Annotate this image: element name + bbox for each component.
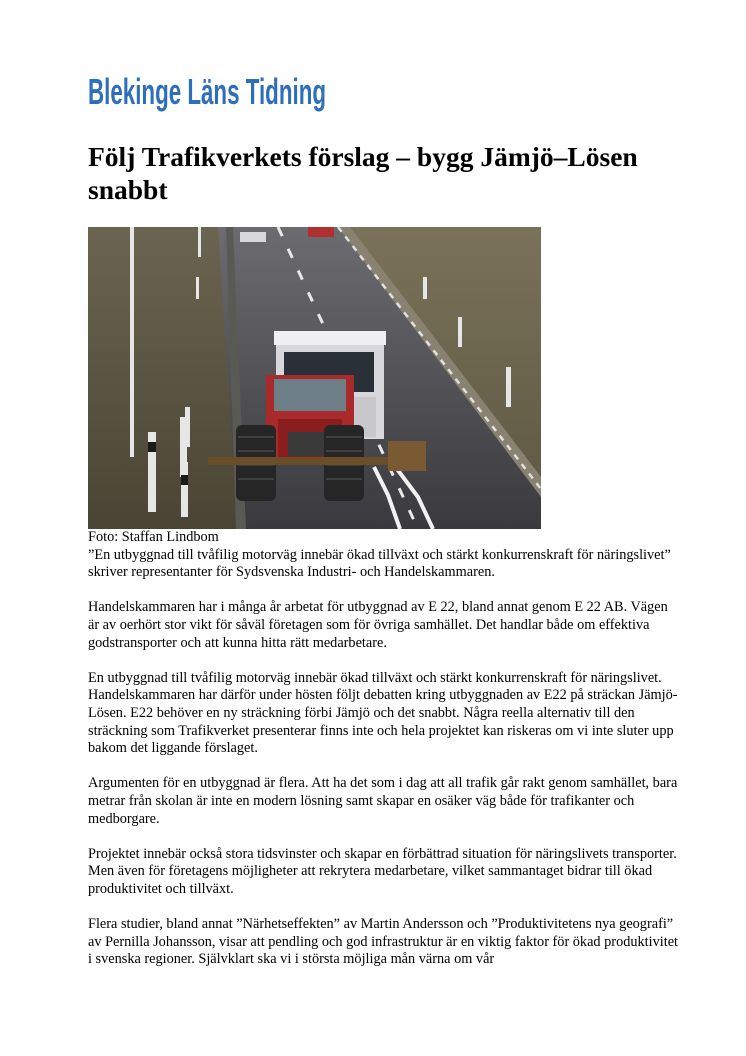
article-paragraph: ”En utbyggnad till tvåfilig motorväg innebär ökad tillväxt och stärkt konkurrenskraft för näringslivet” skriver representanter för Sydsvenska Industri- och Handelskammaren.	[88, 546, 671, 581]
article-body	[88, 529, 678, 986]
masthead-logo	[88, 66, 418, 114]
article-headline: Följ Trafikverkets förslag – bygg Jämjö–Lösen snabbt	[88, 141, 638, 205]
article-paragraph: Flera studier, bland annat ”Närhetseffekten” av Martin Andersson och ”Produktivitetens nya geografi” av Pernilla Johansson, visar att pendling och god infrastruktur är en viktig faktor för ökad produktivitet i svenska regioner. Självklart ska vi i största möjliga mån värna om vår	[88, 916, 679, 968]
article-paragraph: Projektet innebär också stora tidsvinster och skapar en förbättrad situation för näringslivets transporter. Men även för företagens möjligheter att rekrytera medarbetare, vilket sammantaget bidrar till ökad produktivitet och tillväxt.	[88, 845, 677, 897]
article-photo	[88, 227, 541, 529]
photo-caption: Foto: Staffan Lindbom	[88, 529, 219, 545]
article-paragraph: En utbyggnad till tvåfilig motorväg innebär ökad tillväxt och stärkt konkurrenskraft för näringslivet. Handelskammaren har därför under hösten följt debatten kring utbyggnaden av E22 på sträckan Jämjö-Lösen. E22 behöver en ny sträckning förbi Jämjö och det snabbt. Några reella alternativ till den sträckning som Trafikverket presenterar finns inte och hela projektet kan riskeras om vi inte sluter upp bakom det liggande förslaget.	[88, 669, 678, 757]
article-paragraph: Handelskammaren har i många år arbetat för utbyggnad av E 22, bland annat genom E 22 AB. Vägen är av oerhört stor vikt för såväl företagen som för övriga samhället. Det handlar både om effektiva godstransporter och att kunna hitta rätt medarbetare.	[88, 599, 668, 651]
masthead-logo-text: Blekinge Läns Tidning	[88, 71, 326, 112]
article-paragraph: Argumenten för en utbyggnad är flera. Att ha det som i dag att all trafik går rakt genom samhället, bara metrar från skolan är inte en modern lösning samt skapar en osäker väg både för trafikanter och medborgare.	[88, 775, 678, 827]
